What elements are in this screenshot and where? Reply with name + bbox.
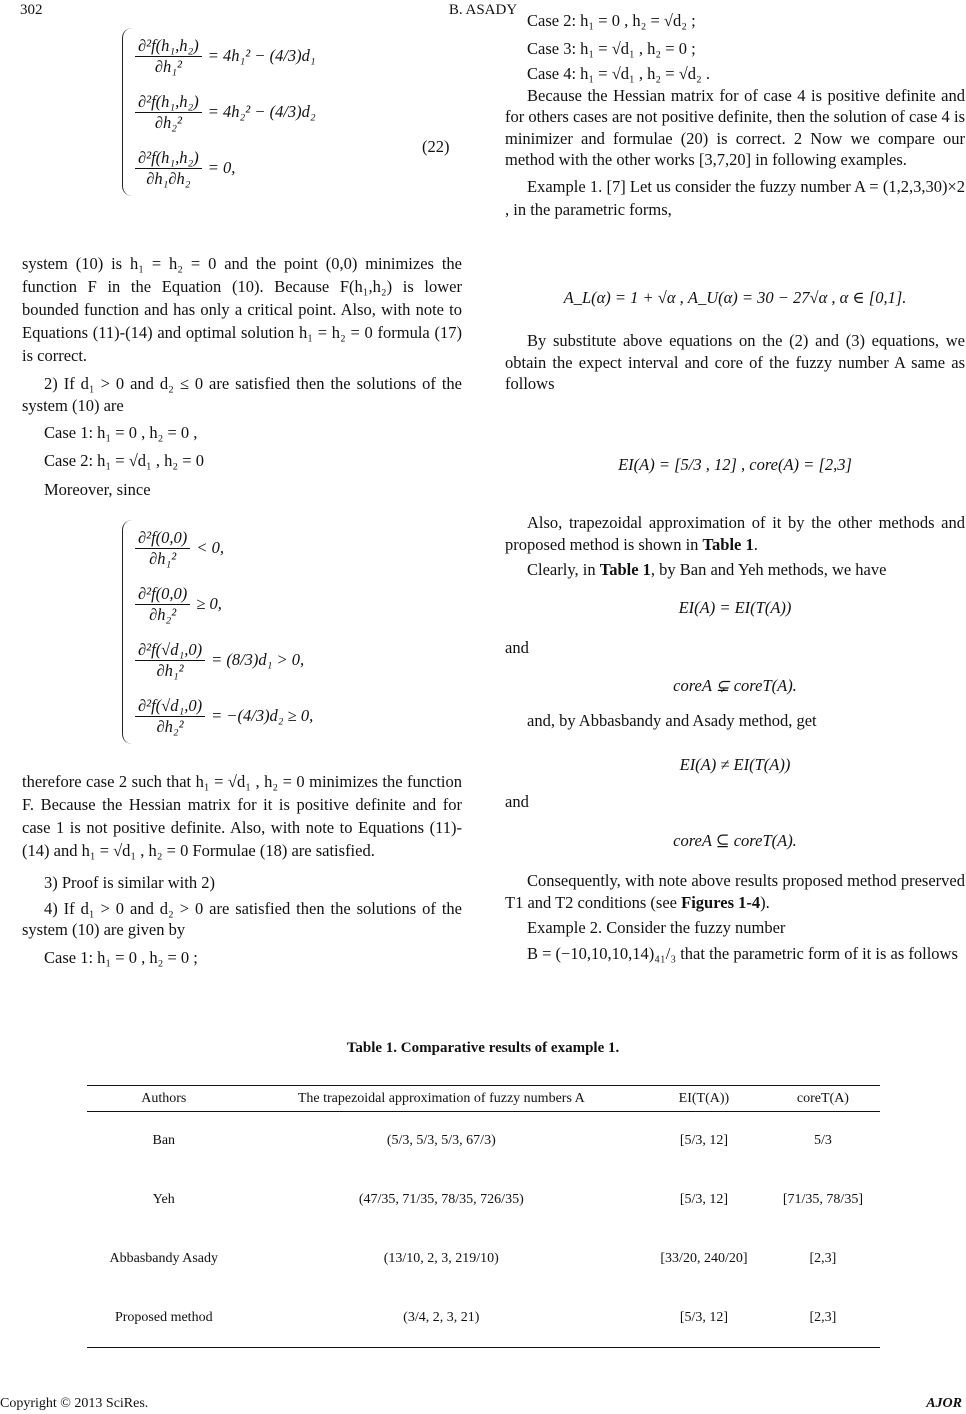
fraction [135, 92, 202, 133]
case-line: Case 1: h₁ = 0 , h₂ = 0 , [44, 423, 198, 442]
denominator: ∂h₁∂h₂ [146, 168, 191, 188]
fraction [135, 640, 205, 681]
table-header-row [87, 1086, 880, 1112]
paragraph: Because the Hessian matrix for of case 4 is positive definite and for others cases are not positive definite, then the solution of case 4 is minimizer and formulae (20) is correct. 2 Now we compare our method with the other works [3,7,20] in following examples. [505, 85, 965, 169]
parametric-form-equation: A_L(α) = 1 + √α , A_U(α) = 30 − 27√α , α ∈ [0,1]. [563, 288, 907, 307]
paragraph: 2) If d₁ > 0 and d₂ ≤ 0 are satisfied then the solutions of the system (10) are [22, 374, 462, 415]
column-header: coreT(A) [796, 1090, 849, 1106]
table-cell: Yeh [152, 1192, 175, 1207]
table-caption: Table 1. Comparative results of example 1. [346, 1040, 620, 1056]
equation-row [135, 520, 435, 576]
column-header: The trapezoidal approximation of fuzzy numbers A [297, 1090, 585, 1106]
running-header: B. ASADY [448, 2, 518, 18]
numerator: ∂²f(√d₁,0) [135, 696, 205, 717]
fraction [135, 696, 205, 737]
case-line: Case 1: h₁ = 0 , h₂ = 0 ; [44, 947, 198, 967]
text: Clearly, in [527, 560, 600, 579]
equation-label: (22) [422, 137, 450, 156]
paragraph [505, 870, 965, 913]
comparison-table [87, 1085, 880, 1348]
table-cell: [2,3] [809, 1309, 837, 1325]
paragraph: B = (−10,10,10,14)₄₁/₃ that the parametric form of it is as follows [527, 943, 958, 963]
paragraph [505, 559, 965, 581]
paragraph: system (10) is h₁ = h₂ = 0 and the point (0,0) minimizes the function F in the Equation (10). Because F(h₁,h₂) is lower bounded function and has only a critical point. Also, with note to Equations (11)-(14) and optimal solution h₁ = h₂ = 0 formula (17) is correct. [22, 254, 462, 365]
paragraph: Example 2. Consider the fuzzy number [527, 918, 786, 937]
equation-row [135, 632, 435, 688]
table-ref[interactable]: Table 1 [599, 560, 651, 579]
hessian-equations [122, 520, 435, 744]
denominator: ∂h₂² [154, 112, 182, 132]
right-hand-side: = 4h₂² − (4/3)d₂ [207, 102, 316, 121]
table-row [87, 1112, 880, 1171]
denominator: ∂h₂² [156, 716, 184, 736]
paragraph: Moreover, since [44, 480, 151, 499]
paragraph: Example 1. [7] Let us consider the fuzzy number A = (1,2,3,30)×2 , in the parametric forms, [505, 176, 965, 219]
table-row [87, 1230, 880, 1289]
text: and, by Abbasbandy and Asady method, get [527, 711, 817, 730]
table-row [87, 1289, 880, 1348]
right-hand-side: = 0, [207, 158, 236, 177]
equation: coreA ⊊ coreT(A). [673, 676, 797, 695]
equation-row [135, 688, 435, 744]
fraction [135, 36, 202, 77]
case-line: Case 4: h₁ = √d₁ , h₂ = √d₂ . [527, 64, 711, 83]
right-hand-side: ≥ 0, [196, 594, 222, 613]
case-line: Case 3: h₁ = √d₁ , h₂ = 0 ; [527, 38, 696, 58]
table-cell: Proposed method [114, 1309, 213, 1325]
fraction [135, 584, 190, 625]
denominator: ∂h₁² [156, 660, 184, 680]
right-hand-side: = (8/3)d₁ > 0, [211, 650, 305, 669]
right-hand-side: = 4h₁² − (4/3)d₁ [207, 46, 316, 65]
numerator: ∂²f(0,0) [135, 528, 190, 549]
journal-name: AJOR [926, 1396, 962, 1411]
column-header: Authors [141, 1090, 187, 1106]
numerator: ∂²f(h₁,h₂) [135, 36, 202, 57]
text: Consequently, with note above results proposed method preserved T1 and T2 conditions (see [505, 871, 965, 912]
equation: EI(A) = EI(T(A)) [678, 598, 792, 617]
table-cell: (3/4, 2, 3, 21) [403, 1309, 480, 1325]
table-cell: (5/3, 5/3, 5/3, 67/3) [386, 1133, 496, 1149]
table-cell: [5/3, 12] [679, 1192, 729, 1207]
equation-row [135, 28, 435, 84]
equation-row [135, 84, 435, 140]
table-ref[interactable]: Table 1 [702, 534, 754, 554]
numerator: ∂²f(h₁,h₂) [135, 148, 202, 169]
table-cell: 5/3 [813, 1133, 832, 1149]
text: , by Ban and Yeh methods, we have [650, 560, 887, 579]
equation-row [135, 576, 435, 632]
right-hand-side: = −(4/3)d₂ ≥ 0, [211, 706, 314, 725]
table-cell: [5/3, 12] [679, 1309, 729, 1325]
numerator: ∂²f(√d₁,0) [135, 640, 205, 661]
paragraph: 4) If d₁ > 0 and d₂ > 0 are satisfied then the solutions of the system (10) are given by [22, 898, 462, 939]
table-cell: [33/20, 240/20] [660, 1251, 748, 1266]
page-number: 302 [20, 2, 43, 18]
denominator: ∂h₁² [154, 56, 182, 76]
equation: EI(A) ≠ EI(T(A)) [679, 755, 791, 774]
table-cell: [2,3] [809, 1251, 837, 1266]
equation-row [135, 140, 435, 196]
numerator: ∂²f(0,0) [135, 584, 190, 605]
figure-ref[interactable]: Figures 1-4 [681, 892, 761, 912]
right-hand-side: < 0, [196, 538, 224, 557]
table-cell: [71/35, 78/35] [782, 1192, 863, 1207]
denominator: ∂h₂² [149, 604, 177, 624]
denominator: ∂h₁² [149, 548, 177, 568]
column-header: EI(T(A)) [678, 1090, 730, 1106]
case-line: Case 2: h₁ = 0 , h₂ = √d₂ ; [527, 11, 696, 30]
equation-22 [122, 28, 435, 196]
table-cell: (13/10, 2, 3, 219/10) [383, 1251, 499, 1266]
table-cell: Abbasbandy Asady [109, 1251, 219, 1266]
table-cell: [5/3, 12] [679, 1133, 729, 1149]
paragraph: 3) Proof is similar with 2) [44, 873, 215, 892]
fraction [135, 528, 190, 569]
paragraph: Also, trapezoidal approximation of it by the other methods and proposed method is shown in Table 1. [505, 513, 965, 554]
equation: coreA ⊆ coreT(A). [673, 831, 797, 850]
case-line: Case 2: h₁ = √d₁ , h₂ = 0 [44, 450, 204, 470]
table-cell: Ban [152, 1133, 176, 1149]
table-cell: (47/35, 71/35, 78/35, 726/35) [358, 1192, 524, 1207]
paragraph: therefore case 2 such that h₁ = √d₁ , h₂ = 0 minimizes the function F. Because the Hessian matrix for it is positive definite and for case 1 is not positive definite. Also, with note to Equations (11)-(14) and h₁ = √d₁ , h₂ = 0 Formulae (18) are satisfied. [22, 772, 462, 860]
text: and [505, 638, 529, 657]
numerator: ∂²f(h₁,h₂) [135, 92, 202, 113]
copyright: Copyright © 2013 SciRes. [0, 1396, 149, 1411]
table-row [87, 1171, 880, 1230]
paragraph: By substitute above equations on the (2) and (3) equations, we obtain the expect interval and core of the fuzzy number A same as follows [505, 331, 965, 393]
text: and [505, 792, 529, 811]
expected-interval-equation: EI(A) = [5/3 , 12] , core(A) = [2,3] [618, 455, 852, 474]
fraction [135, 148, 202, 189]
text: ). [760, 892, 770, 912]
text: Also, trapezoidal approximation of it by the other methods and proposed method is shown in [505, 513, 965, 554]
